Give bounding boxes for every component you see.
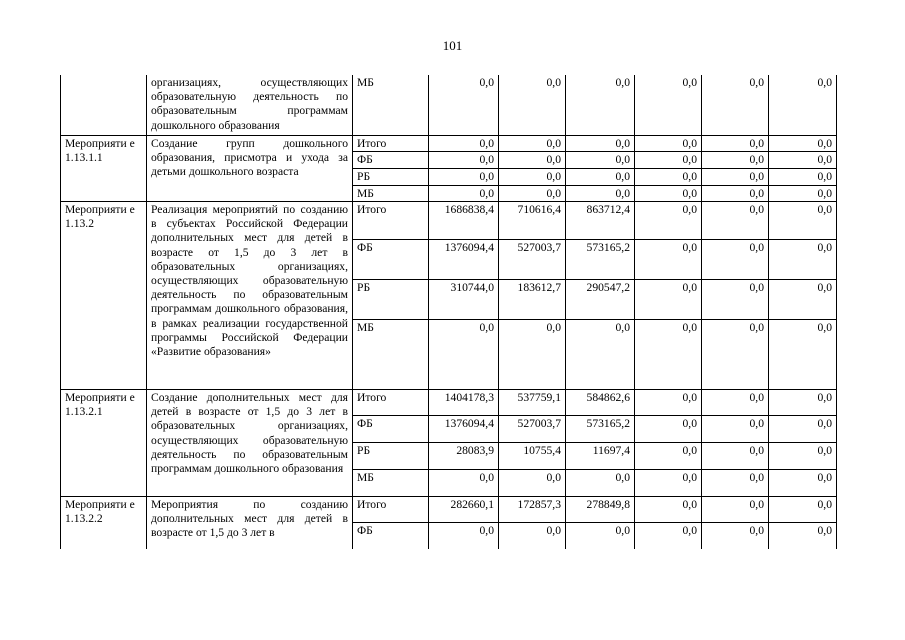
amount-cell: 0,0	[499, 151, 566, 168]
amount-cell: 11697,4	[566, 442, 635, 469]
amount-cell: 0,0	[769, 135, 837, 151]
amount-cell: 527003,7	[499, 239, 566, 279]
table-row	[61, 201, 837, 239]
amount-cell: 278849,8	[566, 496, 635, 522]
activity-name: Создание групп дошкольного образования, присмотра и ухода за детьми дошкольного возраста	[147, 135, 353, 201]
amount-cell: 0,0	[702, 415, 769, 442]
amount-cell: 0,0	[769, 496, 837, 522]
amount-cell: 584862,6	[566, 389, 635, 415]
amount-cell: 0,0	[635, 75, 702, 135]
amount-cell: 0,0	[635, 319, 702, 389]
amount-cell: 0,0	[429, 319, 499, 389]
amount-cell: 0,0	[566, 469, 635, 496]
activity-name: Мероприятия по созданию дополнительных мест для детей в возрасте от 1,5 до 3 лет в	[147, 496, 353, 549]
amount-cell: 0,0	[566, 185, 635, 201]
amount-cell: 0,0	[769, 442, 837, 469]
amount-cell: 0,0	[499, 185, 566, 201]
funding-source: МБ	[353, 469, 429, 496]
amount-cell: 0,0	[429, 75, 499, 135]
funding-source: Итого	[353, 201, 429, 239]
amount-cell: 863712,4	[566, 201, 635, 239]
funding-source: ФБ	[353, 522, 429, 549]
amount-cell: 0,0	[566, 319, 635, 389]
amount-cell: 0,0	[702, 135, 769, 151]
funding-source: Итого	[353, 135, 429, 151]
amount-cell: 0,0	[429, 522, 499, 549]
amount-cell: 0,0	[769, 279, 837, 319]
amount-cell: 0,0	[635, 239, 702, 279]
funding-source: ФБ	[353, 415, 429, 442]
amount-cell: 537759,1	[499, 389, 566, 415]
amount-cell: 0,0	[702, 168, 769, 185]
activity-name: Создание дополнительных мест для детей в возрасте от 1,5 до 3 лет в образовательных организациях, осуществляющих образовательную деятельность по образовательным программам дошкольного образования	[147, 389, 353, 496]
activity-name: Реализация мероприятий по созданию в субъектах Российской Федерации дополнительных мест для детей в возрасте от 1,5 до 3 лет в образовательных организациях, осуществляющих образовательную деятельность по образовательным программам дошкольного образования, в рамках реализации государственной программы Российской Федерации «Развитие образования»	[147, 201, 353, 389]
amount-cell: 0,0	[769, 415, 837, 442]
funding-source: МБ	[353, 75, 429, 135]
amount-cell: 0,0	[566, 168, 635, 185]
activity-code: Мероприяти е 1.13.2.2	[61, 496, 147, 549]
amount-cell: 290547,2	[566, 279, 635, 319]
amount-cell: 0,0	[499, 168, 566, 185]
amount-cell: 0,0	[635, 389, 702, 415]
amount-cell: 282660,1	[429, 496, 499, 522]
amount-cell: 0,0	[702, 75, 769, 135]
funding-source: МБ	[353, 319, 429, 389]
amount-cell: 28083,9	[429, 442, 499, 469]
amount-cell: 0,0	[499, 135, 566, 151]
amount-cell: 0,0	[499, 522, 566, 549]
amount-cell: 0,0	[702, 442, 769, 469]
amount-cell: 310744,0	[429, 279, 499, 319]
amount-cell: 172857,3	[499, 496, 566, 522]
table-row	[61, 389, 837, 415]
amount-cell: 1686838,4	[429, 201, 499, 239]
activity-code: Мероприяти е 1.13.2.1	[61, 389, 147, 496]
amount-cell: 0,0	[499, 75, 566, 135]
amount-cell: 0,0	[769, 389, 837, 415]
funding-source: Итого	[353, 496, 429, 522]
amount-cell: 0,0	[635, 522, 702, 549]
amount-cell: 0,0	[769, 239, 837, 279]
table-row	[61, 75, 837, 135]
amount-cell: 0,0	[702, 239, 769, 279]
amount-cell: 0,0	[635, 469, 702, 496]
amount-cell: 0,0	[702, 279, 769, 319]
amount-cell: 0,0	[566, 75, 635, 135]
activity-code: Мероприяти е 1.13.2	[61, 201, 147, 389]
amount-cell: 0,0	[769, 151, 837, 168]
amount-cell: 10755,4	[499, 442, 566, 469]
amount-cell: 0,0	[702, 151, 769, 168]
budget-table	[60, 75, 837, 549]
amount-cell: 0,0	[635, 415, 702, 442]
amount-cell: 0,0	[635, 442, 702, 469]
amount-cell: 0,0	[429, 185, 499, 201]
amount-cell: 0,0	[769, 469, 837, 496]
amount-cell: 573165,2	[566, 415, 635, 442]
funding-source: ФБ	[353, 239, 429, 279]
amount-cell: 0,0	[702, 469, 769, 496]
amount-cell: 0,0	[702, 522, 769, 549]
amount-cell: 527003,7	[499, 415, 566, 442]
amount-cell: 0,0	[769, 522, 837, 549]
amount-cell: 0,0	[769, 185, 837, 201]
amount-cell: 0,0	[429, 469, 499, 496]
activity-code	[61, 75, 147, 135]
amount-cell: 1404178,3	[429, 389, 499, 415]
amount-cell: 0,0	[635, 185, 702, 201]
amount-cell: 0,0	[635, 168, 702, 185]
amount-cell: 0,0	[702, 185, 769, 201]
amount-cell: 0,0	[429, 135, 499, 151]
amount-cell: 0,0	[635, 135, 702, 151]
funding-source: Итого	[353, 389, 429, 415]
amount-cell: 0,0	[702, 319, 769, 389]
amount-cell: 0,0	[702, 389, 769, 415]
amount-cell: 0,0	[769, 75, 837, 135]
amount-cell: 0,0	[429, 151, 499, 168]
table-body	[61, 75, 837, 549]
amount-cell: 0,0	[702, 201, 769, 239]
table-row	[61, 496, 837, 522]
amount-cell: 0,0	[566, 135, 635, 151]
amount-cell: 183612,7	[499, 279, 566, 319]
activity-name: организациях, осуществляющих образовательную деятельность по образовательным программам дошкольного образования	[147, 75, 353, 135]
funding-source: МБ	[353, 185, 429, 201]
amount-cell: 1376094,4	[429, 239, 499, 279]
funding-source: ФБ	[353, 151, 429, 168]
amount-cell: 0,0	[566, 522, 635, 549]
activity-code: Мероприяти е 1.13.1.1	[61, 135, 147, 201]
amount-cell: 0,0	[566, 151, 635, 168]
amount-cell: 1376094,4	[429, 415, 499, 442]
amount-cell: 0,0	[702, 496, 769, 522]
amount-cell: 0,0	[499, 319, 566, 389]
funding-source: РБ	[353, 168, 429, 185]
funding-source: РБ	[353, 442, 429, 469]
table-row	[61, 135, 837, 151]
amount-cell: 0,0	[769, 168, 837, 185]
page-number: 101	[442, 38, 463, 53]
amount-cell: 0,0	[635, 151, 702, 168]
amount-cell: 0,0	[635, 496, 702, 522]
amount-cell: 0,0	[769, 319, 837, 389]
amount-cell: 0,0	[499, 469, 566, 496]
amount-cell: 0,0	[769, 201, 837, 239]
amount-cell: 0,0	[635, 201, 702, 239]
funding-source: РБ	[353, 279, 429, 319]
amount-cell: 573165,2	[566, 239, 635, 279]
amount-cell: 0,0	[429, 168, 499, 185]
amount-cell: 710616,4	[499, 201, 566, 239]
amount-cell: 0,0	[635, 279, 702, 319]
